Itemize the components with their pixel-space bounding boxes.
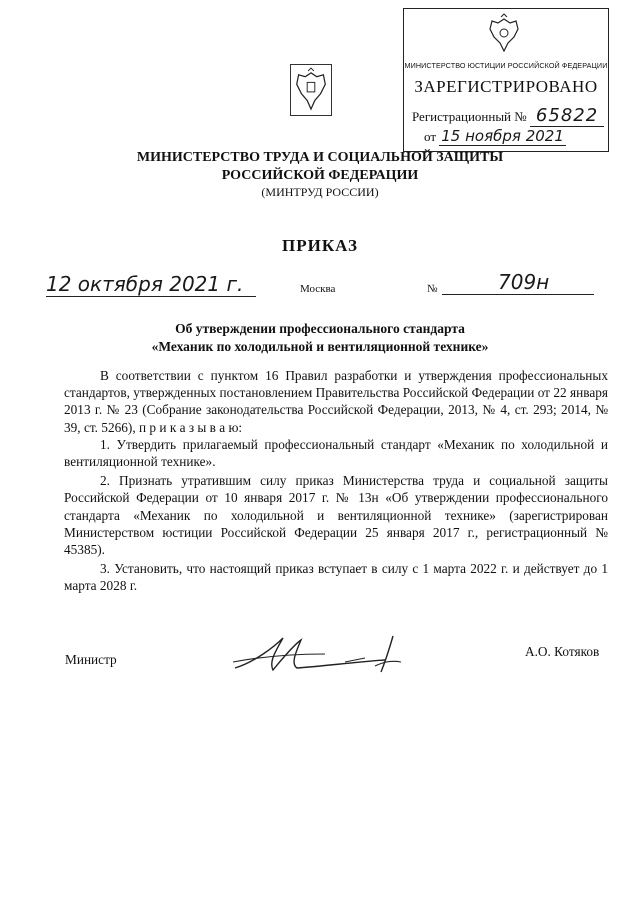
- coat-of-arms-icon: [484, 13, 524, 55]
- handwritten-date: 12 октября 2021 г.: [46, 272, 244, 296]
- stamp-reg-number: 65822: [530, 105, 604, 127]
- signature-icon: [225, 632, 415, 678]
- body-item-2: 2. Признать утратившим силу приказ Министерства труда и социальной защиты Российской Федерации от 10 января 2017 г. № 13н «Об утверждении профессионального стандарта «Механик по холодильной и вентиляционной технике» (зарегистрирован Министерством юстиции Российской Федерации 25 января 2017 г., регистрационный № 45385).: [64, 473, 608, 558]
- body-item-3: 3. Установить, что настоящий приказ вступает в силу с 1 марта 2022 г. и действует до 1 марта 2028 г.: [64, 561, 608, 594]
- number-underline: [442, 294, 594, 295]
- document-title-line2: «Механик по холодильной и вентиляционной технике»: [151, 339, 489, 354]
- stamp-registration-line: [412, 105, 604, 126]
- body-item-1: 1. Утвердить прилагаемый профессиональный стандарт «Механик по холодильной и вентиляционной технике».: [64, 436, 608, 470]
- document-type: ПРИКАЗ: [282, 236, 358, 255]
- stamp-reg-date: 15 ноября 2021: [441, 127, 564, 145]
- registration-stamp: [403, 8, 609, 152]
- number-label: №: [427, 283, 438, 295]
- coat-of-arms-icon: [290, 64, 332, 116]
- signer-position: Министр: [65, 652, 117, 667]
- stamp-registered: ЗАРЕГИСТРИРОВАНО: [414, 77, 598, 96]
- org-name-line2: РОССИЙСКОЙ ФЕДЕРАЦИИ: [221, 168, 419, 183]
- city: Москва: [300, 283, 336, 295]
- stamp-ministry: МИНИСТЕРСТВО ЮСТИЦИИ РОССИЙСКОЙ ФЕДЕРАЦИИ: [404, 61, 608, 70]
- org-name-line1: МИНИСТЕРСТВО ТРУДА И СОЦИАЛЬНОЙ ЗАЩИТЫ: [136, 150, 504, 165]
- signer-name: А.О. Котяков: [525, 644, 600, 659]
- handwritten-number: 709н: [498, 270, 550, 294]
- org-short-name: (МИНТРУД РОССИИ): [261, 185, 379, 199]
- stamp-reg-label: Регистрационный №: [412, 109, 527, 124]
- body-intro: В соответствии с пунктом 16 Правил разработки и утверждения профессиональных стандартов, утвержденных постановлением Правительства Российской Федерации от 22 января 2013 г. № 23 (Собрание законодательства Российской Федерации, 2013, № 4, ст. 293; 2014, № 39, ст. 5266), п р и к а з ы в а ю:: [64, 368, 608, 435]
- date-underline: [46, 296, 256, 297]
- document-body: [64, 367, 608, 595]
- document-title-line1: Об утверждении профессионального стандарта: [175, 321, 465, 336]
- stamp-date-line: [424, 127, 566, 145]
- stamp-date-prefix: от: [424, 129, 437, 144]
